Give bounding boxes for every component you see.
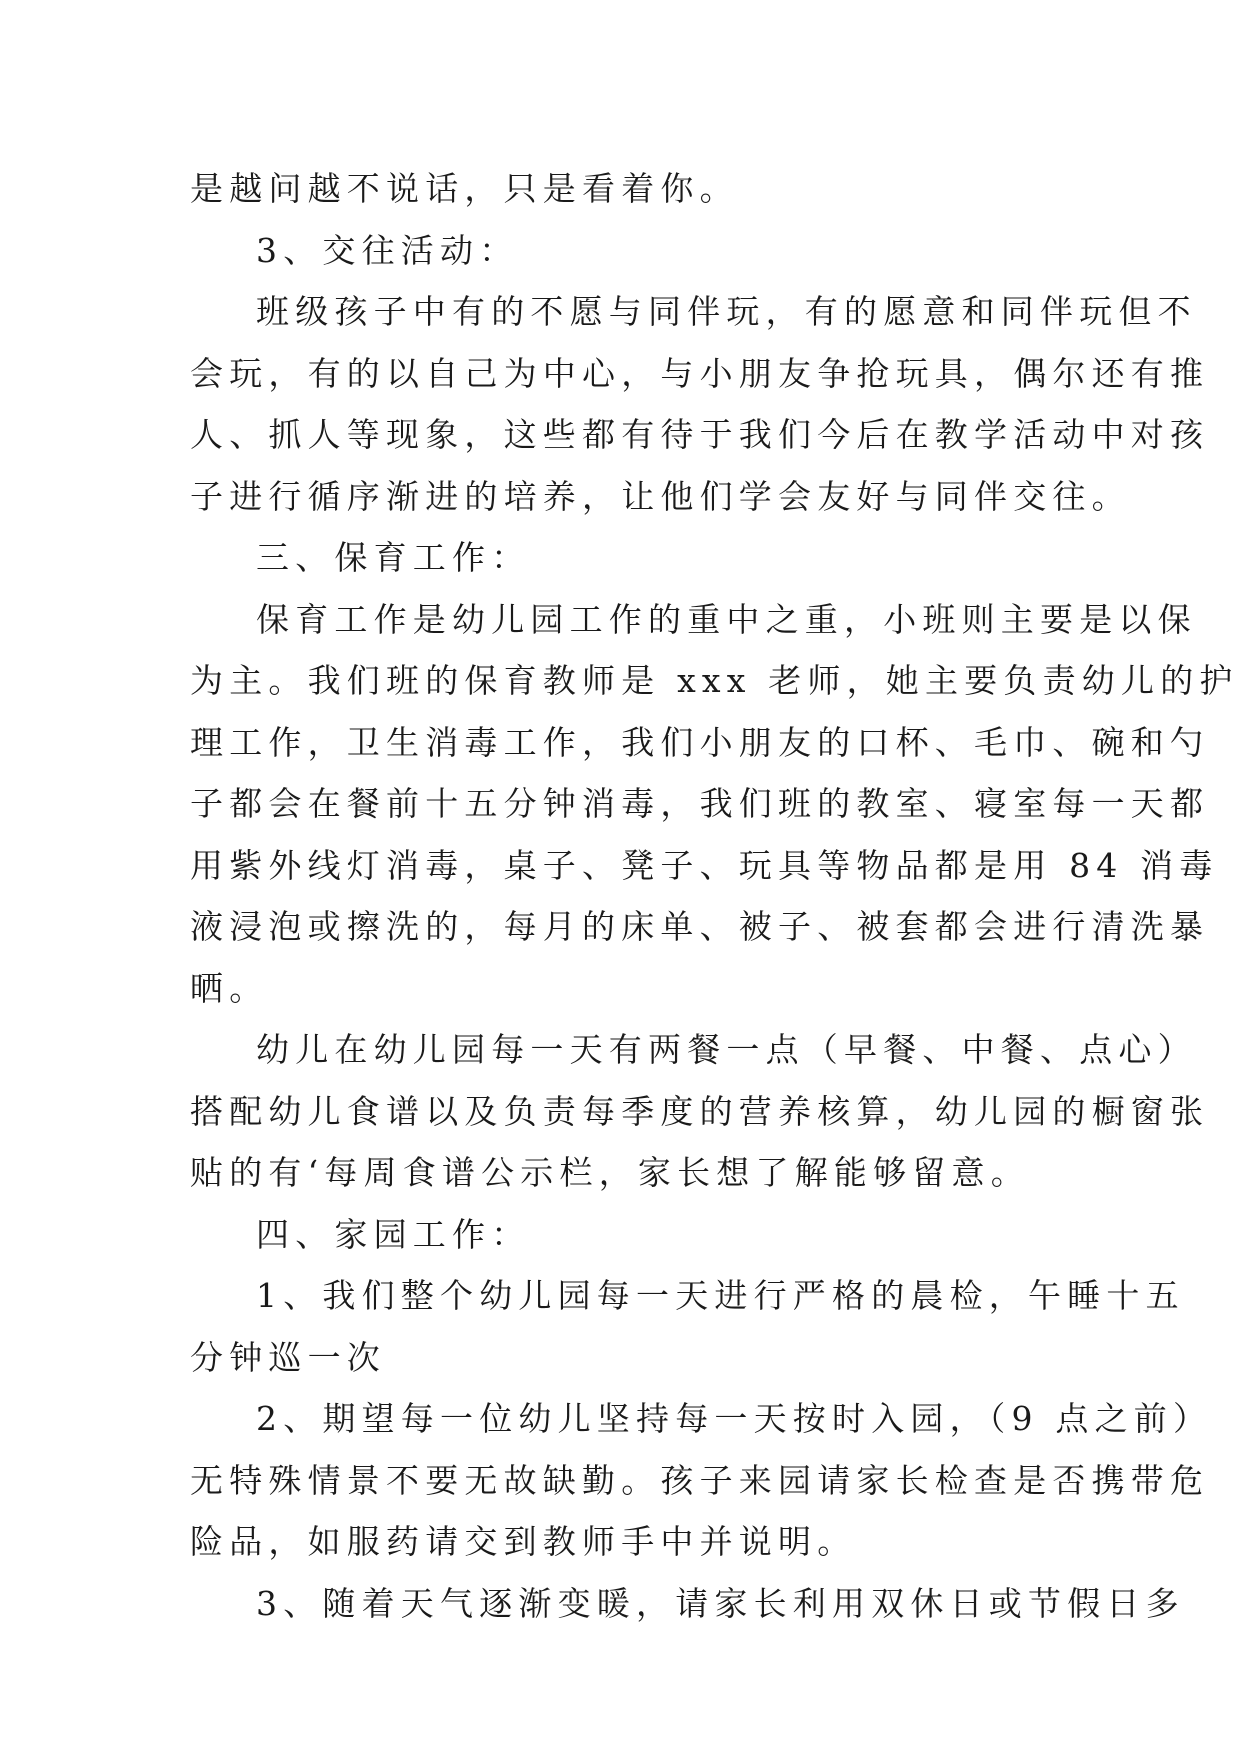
text-line: 用紫外线灯消毒，桌子、凳子、玩具等物品都是用 84 消毒 [190, 845, 1219, 885]
text-line: 险品，如服药请交到教师手中并说明。 [190, 1522, 857, 1561]
text-line: 晒。 [190, 968, 269, 1008]
text-line: 无特殊情景不要无故缺勤。孩子来园请家长检查是否携带危 [190, 1460, 1210, 1500]
text-line: 子进行循序渐进的培养，让他们学会友好与同伴交往。 [190, 476, 1131, 516]
text-line: 班级孩子中有的不愿与同伴玩，有的愿意和同伴玩但不 [256, 292, 1197, 331]
text-line: 1、我们整个幼儿园每一天进行严格的晨检，午睡十五 [256, 1276, 1185, 1315]
section-heading-home-school-work: 四、家园工作： [256, 1214, 531, 1254]
text-line: 人、抓人等现象，这些都有待于我们今后在教学活动中对孩 [190, 415, 1210, 454]
text-line: 液浸泡或擦洗的，每月的床单、被子、被套都会进行清洗暴 [190, 907, 1210, 946]
text-line: 2、期望每一位幼儿坚持每一天按时入园，（9 点之前） [256, 1399, 1213, 1438]
text-line: 理工作，卫生消毒工作，我们小朋友的口杯、毛巾、碗和勺 [190, 722, 1210, 762]
text-line: 分钟巡一次 [190, 1337, 386, 1377]
section-heading-social-activity: 3、交往活动： [256, 230, 519, 270]
text-line: 子都会在餐前十五分钟消毒，我们班的教室、寝室每一天都 [190, 784, 1210, 823]
section-heading-childcare-work: 三、保育工作： [256, 538, 531, 577]
text-line: 是越问越不说话，只是看着你。 [190, 169, 739, 208]
text-line: 3、随着天气逐渐变暖，请家长利用双休日或节假日多 [256, 1583, 1185, 1623]
text-line: 为主。我们班的保育教师是 xxx 老师，她主要负责幼儿的护 [190, 661, 1239, 700]
document-body [190, 158, 1239, 1634]
text-line: 贴的有‘每周食谱公示栏，家长想了解能够留意。 [190, 1153, 1030, 1192]
text-line: 幼儿在幼儿园每一天有两餐一点（早餐、中餐、点心） [256, 1030, 1197, 1069]
text-line: 保育工作是幼儿园工作的重中之重，小班则主要是以保 [256, 599, 1197, 639]
text-line: 搭配幼儿食谱以及负责每季度的营养核算，幼儿园的橱窗张 [190, 1091, 1210, 1131]
text-line: 会玩，有的以自己为中心，与小朋友争抢玩具，偶尔还有推 [190, 353, 1210, 393]
